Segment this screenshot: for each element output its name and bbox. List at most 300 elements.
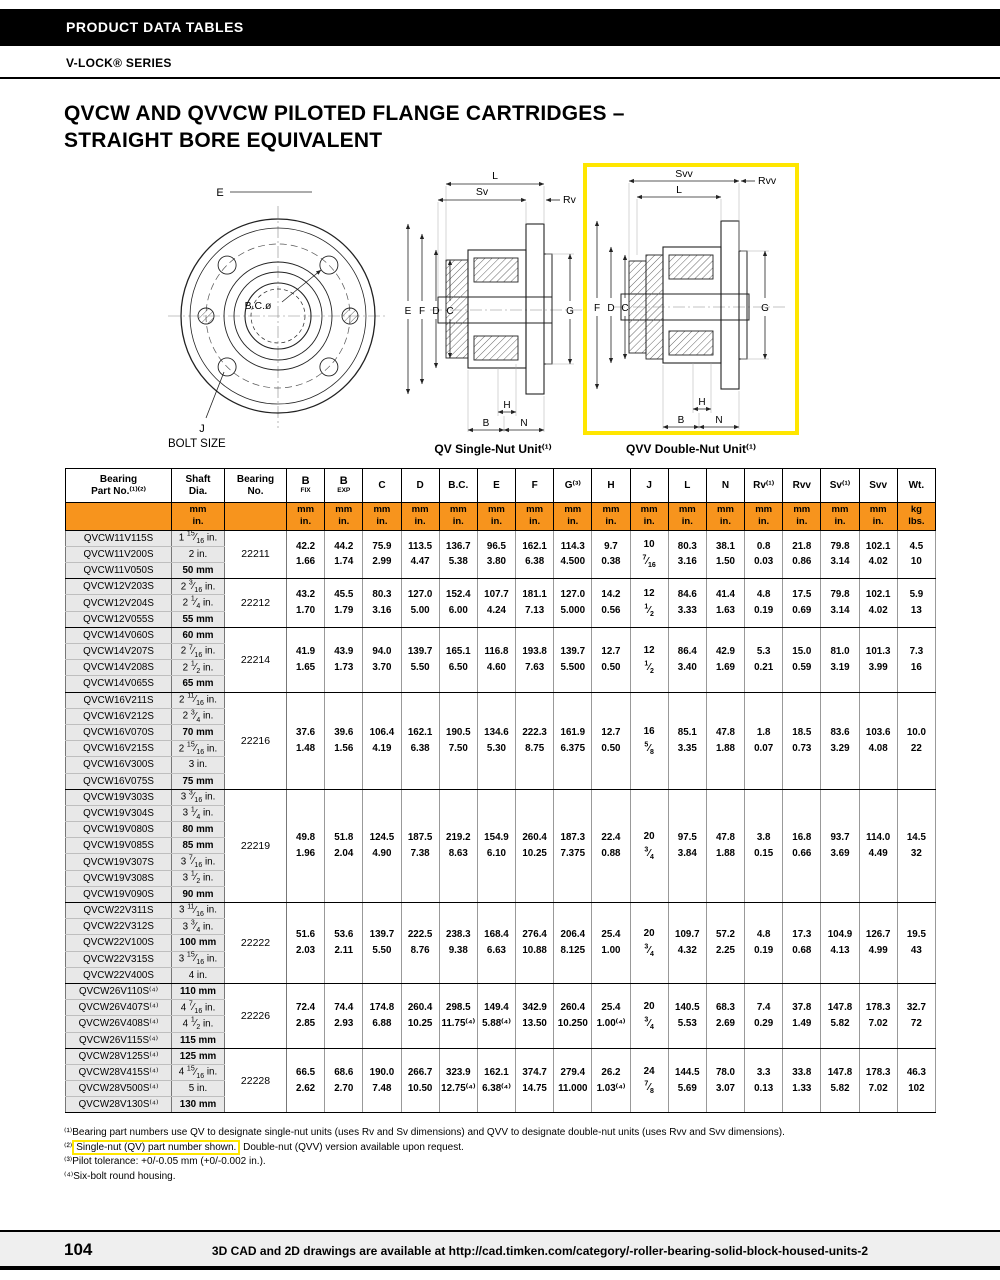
value-cell: 342.9 13.50 [516,983,554,1048]
value-cell: 116.8 4.60 [477,627,515,692]
part-number-cell: QVCW22V400S [66,967,172,983]
value-cell: 57.2 2.25 [706,903,744,984]
value-cell: 32.7 72 [897,983,935,1048]
shaft-dia-cell: 2 $^3⁄_{16}$ in. [172,579,225,595]
value-cell: 17.5 0.69 [783,579,821,628]
part-number-cell: QVCW11V050S [66,563,172,579]
column-header: Shaft Dia. [172,469,225,503]
shaft-dia-cell: 80 mm [172,822,225,838]
footnote-text: Pilot tolerance: +0/-0.05 mm (+0/-0.002 in.). [72,1156,266,1167]
value-cell: 96.5 3.80 [477,530,515,579]
value-cell: 15.0 0.59 [783,627,821,692]
bolt-circle-label: B.C.ø [244,300,272,312]
value-cell: 25.4 1.00⁽⁴⁾ [592,983,630,1048]
value-cell: 68.6 2.70 [325,1048,363,1113]
part-number-cell: QVCW16V215S [66,741,172,757]
bearing-no-cell: 22214 [225,627,287,692]
footnote-4 [64,1170,959,1185]
footnote-2 [64,1141,959,1156]
footnote-3 [64,1155,959,1170]
value-cell: 12.7 0.50 [592,627,630,692]
qv-caption: QV Single-Nut Unit⁽¹⁾ [434,442,552,456]
value-cell: 12 $^1⁄_2$ [630,627,668,692]
value-cell: 127.0 5.000 [554,579,592,628]
value-cell: 178.3 7.02 [859,1048,897,1113]
value-cell: 20 $^3⁄_4$ [630,789,668,902]
value-cell: 181.1 7.13 [516,579,554,628]
page-title-line2: STRAIGHT BORE EQUIVALENT [64,129,383,153]
part-number-cell: QVCW26V115S⁽⁴⁾ [66,1032,172,1048]
value-cell: 109.7 4.32 [668,903,706,984]
value-cell: 107.7 4.24 [477,579,515,628]
unit-cell: mm in. [439,503,477,531]
value-cell: 0.8 0.03 [745,530,783,579]
part-number-cell: QVCW22V311S [66,903,172,919]
qvv-caption: QVV Double-Nut Unit⁽¹⁾ [626,442,756,456]
shaft-dia-cell: 110 mm [172,983,225,999]
part-number-cell: QVCW12V055S [66,611,172,627]
unit-cell: mm in. [325,503,363,531]
shaft-dia-cell: 4 $^{15}⁄_{16}$ in. [172,1064,225,1080]
value-cell: 16 $^5⁄_8$ [630,692,668,789]
value-cell: 78.0 3.07 [706,1048,744,1113]
shaft-dia-cell: 3 $^{11}⁄_{16}$ in. [172,903,225,919]
value-cell: 7.4 0.29 [745,983,783,1048]
value-cell: 162.1 6.38 [516,530,554,579]
dim-label-n: N [715,415,723,426]
value-cell: 260.4 10.250 [554,983,592,1048]
part-number-cell: QVCW28V125S⁽⁴⁾ [66,1048,172,1064]
unit-cell: mm in. [706,503,744,531]
part-number-cell: QVCW16V212S [66,708,172,724]
unit-cell: mm in. [363,503,401,531]
value-cell: 147.8 5.82 [821,983,859,1048]
value-cell: 45.5 1.79 [325,579,363,628]
value-cell: 276.4 10.88 [516,903,554,984]
value-cell: 79.8 3.14 [821,579,859,628]
unit-cell: mm in. [745,503,783,531]
value-cell: 79.8 3.14 [821,530,859,579]
value-cell: 37.6 1.48 [287,692,325,789]
value-cell: 147.8 5.82 [821,1048,859,1113]
part-number-cell: QVCW12V204S [66,595,172,611]
shaft-dia-cell: 75 mm [172,773,225,789]
value-cell: 7.3 16 [897,627,935,692]
value-cell: 14.2 0.56 [592,579,630,628]
table-row [66,983,936,999]
shaft-dia-cell: 115 mm [172,1032,225,1048]
part-number-cell: QVCW14V207S [66,644,172,660]
value-cell: 19.5 43 [897,903,935,984]
unit-cell: mm in. [783,503,821,531]
value-cell: 4.8 0.19 [745,903,783,984]
shaft-dia-cell: 2 $^1⁄_2$ in. [172,660,225,676]
value-cell: 41.4 1.63 [706,579,744,628]
units-row [66,503,936,531]
shaft-dia-cell: 85 mm [172,838,225,854]
part-number-cell: QVCW14V060S [66,627,172,643]
footnote-marker: ⁽²⁾ [64,1141,73,1153]
part-number-cell: QVCW16V211S [66,692,172,708]
value-cell: 3.8 0.15 [745,789,783,902]
column-header: Rv⁽¹⁾ [745,469,783,503]
qv-section-diagram [398,168,588,440]
footnotes [64,1126,959,1184]
value-cell: 206.4 8.125 [554,903,592,984]
shaft-dia-cell: 2 $^{15}⁄_{16}$ in. [172,741,225,757]
dim-label-f: F [418,306,426,317]
value-cell: 53.6 2.11 [325,903,363,984]
footnote-text: Bearing part numbers use QV to designate single-nut units (uses Rv and Sv dimensions) and QVV to designate double-nut units (uses Rvv and Svv dimensions). [72,1127,785,1138]
value-cell: 4.8 0.19 [745,579,783,628]
unit-cell: mm in. [668,503,706,531]
bearing-no-cell: 22212 [225,579,287,628]
dim-label-e: E [216,187,224,199]
table-row [66,789,936,805]
value-cell: 33.8 1.33 [783,1048,821,1113]
value-cell: 22.4 0.88 [592,789,630,902]
value-cell: 20 $^3⁄_4$ [630,983,668,1048]
value-cell: 102.1 4.02 [859,530,897,579]
page-title [64,100,625,155]
dim-label-b: B [482,418,490,429]
value-cell: 161.9 6.375 [554,692,592,789]
dim-label-rv: Rv [563,194,576,206]
dim-label-d: D [607,303,615,314]
value-cell: 10 $^7⁄_{16}$ [630,530,668,579]
part-number-cell: QVCW19V303S [66,789,172,805]
data-table [65,468,936,1113]
part-number-cell: QVCW26V407S⁽⁴⁾ [66,1000,172,1016]
masthead-title: PRODUCT DATA TABLES [66,19,244,35]
bolt-size-label: BOLT SIZE [168,438,226,450]
value-cell: 42.2 1.66 [287,530,325,579]
value-cell: 4.5 10 [897,530,935,579]
value-cell: 24 $^7⁄_8$ [630,1048,668,1113]
unit-cell: mm in. [516,503,554,531]
value-cell: 266.7 10.50 [401,1048,439,1113]
shaft-dia-cell: 125 mm [172,1048,225,1064]
column-header: Bearing No. [225,469,287,503]
value-cell: 104.9 4.13 [821,903,859,984]
dim-label-c: C [621,303,629,314]
shaft-dia-cell: 2 $^3⁄_4$ in. [172,708,225,724]
dim-label-e: E [404,306,412,317]
page-title-line1: QVCW AND QVVCW PILOTED FLANGE CARTRIDGES – [64,102,625,125]
value-cell: 140.5 5.53 [668,983,706,1048]
dim-label-n: N [520,418,528,429]
value-cell: 178.3 7.02 [859,983,897,1048]
masthead-band [0,9,1000,46]
value-cell: 323.9 12.75⁽⁴⁾ [439,1048,477,1113]
column-header: H [592,469,630,503]
part-number-cell: QVCW16V075S [66,773,172,789]
value-cell: 187.3 7.375 [554,789,592,902]
footnote-marker: ⁽³⁾ [64,1156,73,1167]
value-cell: 114.0 4.49 [859,789,897,902]
value-cell: 44.2 1.74 [325,530,363,579]
qvv-section-diagram [587,167,795,431]
value-cell: 26.2 1.03⁽⁴⁾ [592,1048,630,1113]
column-header: B EXP [325,469,363,503]
unit-cell: mm in. [592,503,630,531]
value-cell: 3.3 0.13 [745,1048,783,1113]
unit-cell: mm in. [821,503,859,531]
bearing-no-cell: 22226 [225,983,287,1048]
value-cell: 298.5 11.75⁽⁴⁾ [439,983,477,1048]
shaft-dia-cell: 3 in. [172,757,225,773]
value-cell: 114.3 4.500 [554,530,592,579]
unit-cell: mm in. [859,503,897,531]
part-number-cell: QVCW28V500S⁽⁴⁾ [66,1081,172,1097]
value-cell: 38.1 1.50 [706,530,744,579]
table-row [66,579,936,595]
value-cell: 14.5 32 [897,789,935,902]
value-cell: 51.6 2.03 [287,903,325,984]
part-number-cell: QVCW28V130S⁽⁴⁾ [66,1097,172,1113]
value-cell: 193.8 7.63 [516,627,554,692]
dim-label-d: D [432,306,440,317]
part-number-cell: QVCW12V203S [66,579,172,595]
value-cell: 168.4 6.63 [477,903,515,984]
shaft-dia-cell: 100 mm [172,935,225,951]
value-cell: 127.0 5.00 [401,579,439,628]
column-header: Bearing Part No.⁽¹⁾⁽²⁾ [66,469,172,503]
value-cell: 190.5 7.50 [439,692,477,789]
column-header: Sv⁽¹⁾ [821,469,859,503]
table-row [66,692,936,708]
dim-label-h: H [503,400,511,411]
column-header: E [477,469,515,503]
part-number-cell: QVCW26V408S⁽⁴⁾ [66,1016,172,1032]
value-cell: 152.4 6.00 [439,579,477,628]
unit-cell: mm in. [630,503,668,531]
unit-cell [66,503,172,531]
part-number-cell: QVCW26V110S⁽⁴⁾ [66,983,172,999]
value-cell: 84.6 3.33 [668,579,706,628]
value-cell: 20 $^3⁄_4$ [630,903,668,984]
series-label: V-LOCK® SERIES [66,56,172,70]
column-header: N [706,469,744,503]
shaft-dia-cell: 5 in. [172,1081,225,1097]
value-cell: 43.2 1.70 [287,579,325,628]
dim-label-b: B [677,415,685,426]
shaft-dia-cell: 3 $^1⁄_4$ in. [172,805,225,821]
value-cell: 174.8 6.88 [363,983,401,1048]
value-cell: 75.9 2.99 [363,530,401,579]
dim-label-f: F [593,303,601,314]
shaft-dia-cell: 65 mm [172,676,225,692]
shaft-dia-cell: 55 mm [172,611,225,627]
value-cell: 10.0 22 [897,692,935,789]
unit-cell: mm in. [477,503,515,531]
part-number-cell: QVCW16V300S [66,757,172,773]
qvv-highlight-box [583,163,799,435]
column-header: C [363,469,401,503]
value-cell: 16.8 0.66 [783,789,821,902]
part-number-cell: QVCW11V200S [66,546,172,562]
column-header: F [516,469,554,503]
bearing-no-cell: 22211 [225,530,287,579]
value-cell: 47.8 1.88 [706,692,744,789]
dim-label-h: H [698,397,706,408]
shaft-dia-cell: 3 $^1⁄_2$ in. [172,870,225,886]
footnote-text: Six-bolt round housing. [73,1170,176,1182]
shaft-dia-cell: 4 $^1⁄_2$ in. [172,1016,225,1032]
value-cell: 374.7 14.75 [516,1048,554,1113]
footer-rule [0,1230,1000,1232]
part-number-cell: QVCW28V415S⁽⁴⁾ [66,1064,172,1080]
value-cell: 136.7 5.38 [439,530,477,579]
part-number-cell: QVCW14V208S [66,660,172,676]
value-cell: 162.1 6.38 [401,692,439,789]
value-cell: 5.9 13 [897,579,935,628]
value-cell: 74.4 2.93 [325,983,363,1048]
dim-label-g: G [566,306,574,317]
value-cell: 41.9 1.65 [287,627,325,692]
footer-cad-text: 3D CAD and 2D drawings are available at http://cad.timken.com/category/-roller-bearing-solid-block-housed-units-2 [211,1244,869,1258]
value-cell: 260.4 10.25 [516,789,554,902]
value-cell: 68.3 2.69 [706,983,744,1048]
table-row [66,903,936,919]
unit-cell [225,503,287,531]
value-cell: 86.4 3.40 [668,627,706,692]
value-cell: 139.7 5.500 [554,627,592,692]
shaft-dia-cell: 3 $^{15}⁄_{16}$ in. [172,951,225,967]
value-cell: 72.4 2.85 [287,983,325,1048]
value-cell: 279.4 11.000 [554,1048,592,1113]
part-number-cell: QVCW16V070S [66,724,172,740]
series-rule [0,77,1000,79]
dim-label-j: J [199,423,205,435]
table-header-row [66,469,936,503]
footnote-1 [64,1126,959,1141]
value-cell: 93.7 3.69 [821,789,859,902]
value-cell: 25.4 1.00 [592,903,630,984]
value-cell: 51.8 2.04 [325,789,363,902]
value-cell: 66.5 2.62 [287,1048,325,1113]
value-cell: 139.7 5.50 [363,903,401,984]
value-cell: 162.1 6.38⁽⁴⁾ [477,1048,515,1113]
value-cell: 165.1 6.50 [439,627,477,692]
value-cell: 18.5 0.73 [783,692,821,789]
value-cell: 12 $^1⁄_2$ [630,579,668,628]
dim-label-l: L [676,184,682,196]
value-cell: 94.0 3.70 [363,627,401,692]
shaft-dia-cell: 2 $^1⁄_4$ in. [172,595,225,611]
value-cell: 81.0 3.19 [821,627,859,692]
part-number-cell: QVCW19V080S [66,822,172,838]
value-cell: 222.5 8.76 [401,903,439,984]
value-cell: 37.8 1.49 [783,983,821,1048]
column-header: G⁽³⁾ [554,469,592,503]
part-number-cell: QVCW22V100S [66,935,172,951]
shaft-dia-cell: 2 $^{11}⁄_{16}$ in. [172,692,225,708]
value-cell: 85.1 3.35 [668,692,706,789]
value-cell: 139.7 5.50 [401,627,439,692]
value-cell: 187.5 7.38 [401,789,439,902]
value-cell: 238.3 9.38 [439,903,477,984]
shaft-dia-cell: 90 mm [172,886,225,902]
bearing-no-cell: 22222 [225,903,287,984]
shaft-dia-cell: 2 $^7⁄_{16}$ in. [172,644,225,660]
value-cell: 190.0 7.48 [363,1048,401,1113]
value-cell: 260.4 10.25 [401,983,439,1048]
value-cell: 126.7 4.99 [859,903,897,984]
shaft-dia-cell: 4 $^7⁄_{16}$ in. [172,1000,225,1016]
shaft-dia-cell: 50 mm [172,563,225,579]
bearing-no-cell: 22219 [225,789,287,902]
value-cell: 42.9 1.69 [706,627,744,692]
value-cell: 83.6 3.29 [821,692,859,789]
part-number-cell: QVCW22V312S [66,919,172,935]
column-header: Svv [859,469,897,503]
shaft-dia-cell: 70 mm [172,724,225,740]
column-header: B FIX [287,469,325,503]
unit-cell: mm in. [401,503,439,531]
value-cell: 149.4 5.88⁽⁴⁾ [477,983,515,1048]
value-cell: 102.1 4.02 [859,579,897,628]
value-cell: 47.8 1.88 [706,789,744,902]
table-row [66,530,936,546]
part-number-cell: QVCW19V308S [66,870,172,886]
spec-table-container [65,468,936,1113]
bearing-no-cell: 22228 [225,1048,287,1113]
value-cell: 144.5 5.69 [668,1048,706,1113]
table-row [66,627,936,643]
dim-label-l: L [492,170,498,182]
unit-cell: mm in. [172,503,225,531]
value-cell: 12.7 0.50 [592,692,630,789]
value-cell: 101.3 3.99 [859,627,897,692]
unit-cell: kg lbs. [897,503,935,531]
table-row [66,1048,936,1064]
footnote-highlight: Single-nut (QV) part number shown. [72,1140,240,1155]
value-cell: 80.3 3.16 [668,530,706,579]
dim-label-g: G [761,303,769,314]
value-cell: 49.8 1.96 [287,789,325,902]
footnote-text: Double-nut (QVV) version available upon request. [240,1141,464,1153]
value-cell: 80.3 3.16 [363,579,401,628]
dim-label-svv: Svv [675,168,693,180]
column-header: Rvv [783,469,821,503]
value-cell: 97.5 3.84 [668,789,706,902]
dim-label-rvv: Rvv [758,175,777,187]
dim-label-c: C [446,306,454,317]
value-cell: 43.9 1.73 [325,627,363,692]
value-cell: 219.2 8.63 [439,789,477,902]
value-cell: 5.3 0.21 [745,627,783,692]
shaft-dia-cell: 1 $^{15}⁄_{16}$ in. [172,530,225,546]
column-header: J [630,469,668,503]
value-cell: 9.7 0.38 [592,530,630,579]
value-cell: 124.5 4.90 [363,789,401,902]
value-cell: 222.3 8.75 [516,692,554,789]
part-number-cell: QVCW19V304S [66,805,172,821]
shaft-dia-cell: 3 $^3⁄_{16}$ in. [172,789,225,805]
shaft-dia-cell: 130 mm [172,1097,225,1113]
footnote-marker: ⁽¹⁾ [64,1127,73,1138]
part-number-cell: QVCW14V065S [66,676,172,692]
shaft-dia-cell: 60 mm [172,627,225,643]
value-cell: 103.6 4.08 [859,692,897,789]
front-view-diagram [160,166,395,461]
value-cell: 106.4 4.19 [363,692,401,789]
shaft-dia-cell: 3 $^3⁄_4$ in. [172,919,225,935]
bearing-no-cell: 22216 [225,692,287,789]
column-header: B.C. [439,469,477,503]
value-cell: 134.6 5.30 [477,692,515,789]
